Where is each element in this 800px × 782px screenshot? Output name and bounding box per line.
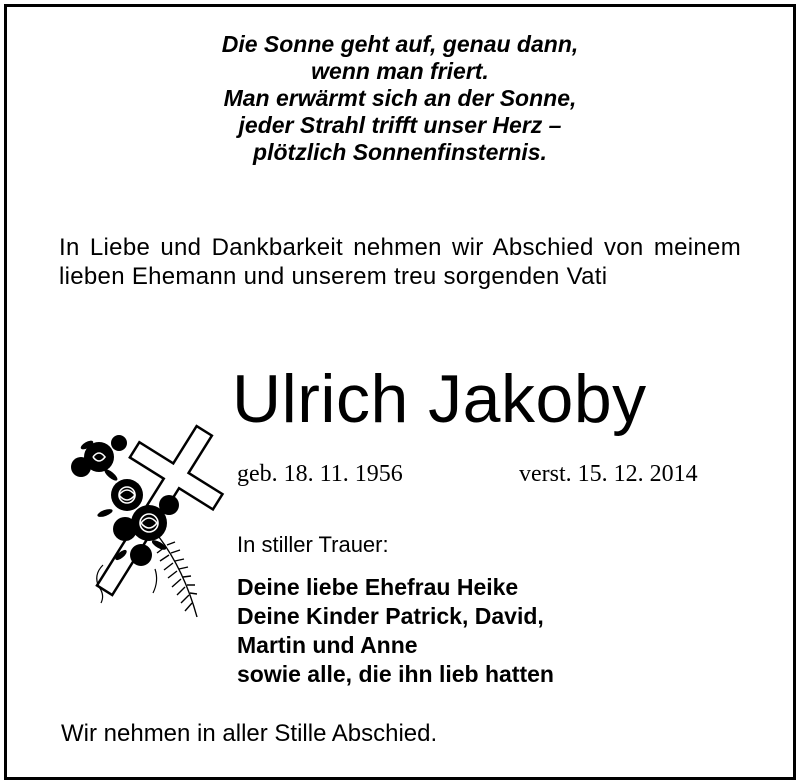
obituary-frame <box>4 4 796 780</box>
mourner-line: Deine Kinder Patrick, David, <box>237 603 544 629</box>
death-date: verst. 15. 12. 2014 <box>519 461 698 487</box>
poem-line: wenn man friert. <box>311 58 489 84</box>
poem-line: Die Sonne geht auf, genau dann, <box>221 31 579 57</box>
intro-text: In Liebe und Dankbarkeit nehmen wir Abschied von meinem lieben Ehemann und unserem treu sorgenden Vati <box>59 234 741 290</box>
poem-line: jeder Strahl trifft unser Herz – <box>238 112 562 138</box>
mourner-line: Deine liebe Ehefrau Heike <box>237 574 519 600</box>
poem-line: Man erwärmt sich an der Sonne, <box>223 85 577 111</box>
poem-line: plötzlich Sonnenfinsternis. <box>253 139 547 165</box>
closing-text: Wir nehmen in aller Stille Abschied. <box>61 720 438 747</box>
birth-date: geb. 18. 11. 1956 <box>237 461 403 487</box>
mourning-heading: In stiller Trauer: <box>237 532 389 557</box>
mourner-line: sowie alle, die ihn lieb hatten <box>237 661 554 687</box>
cross-with-roses-icon <box>59 405 229 627</box>
deceased-name: Ulrich Jakoby <box>232 361 647 437</box>
poem <box>7 31 793 166</box>
mourners-list <box>237 573 554 689</box>
mourner-line: Martin und Anne <box>237 632 418 658</box>
